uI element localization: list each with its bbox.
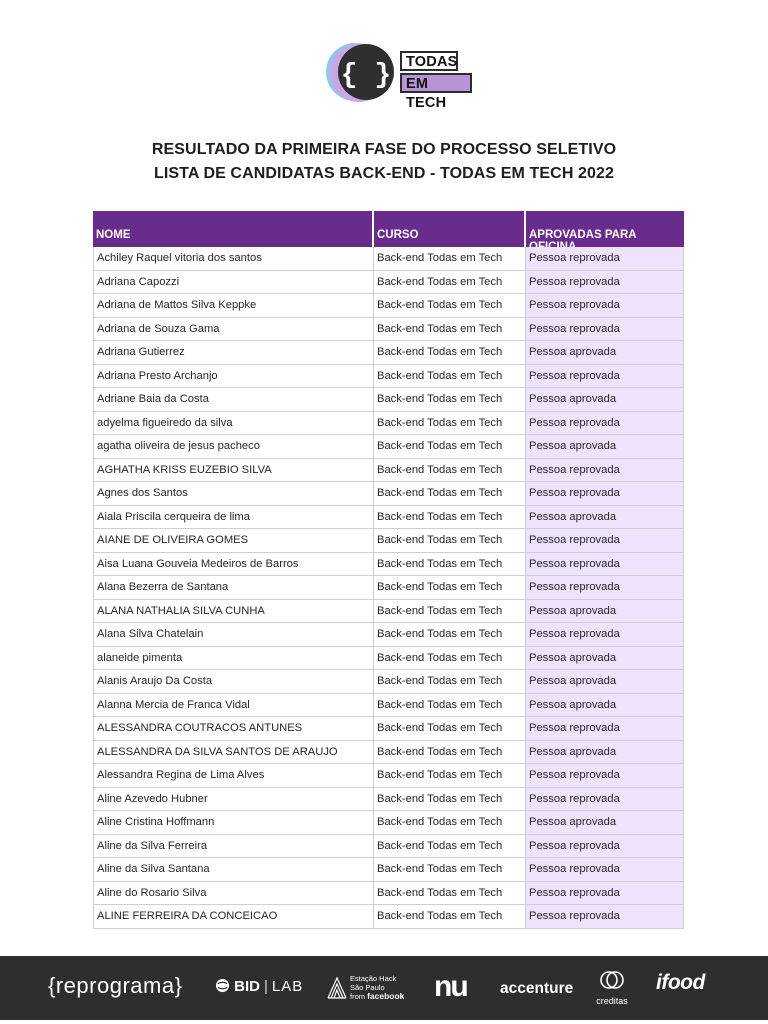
estacao-line-3-prefix: from [350, 992, 365, 1001]
table-row [93, 459, 684, 483]
table-row [93, 600, 684, 624]
estacao-hack-logo [326, 975, 408, 1003]
approval-status: Pessoa reprovada [526, 365, 684, 388]
svg-text:{ }: { } [340, 60, 392, 91]
table-row [93, 811, 684, 835]
approval-status: Pessoa aprovada [526, 670, 684, 693]
creditas-icon [598, 970, 626, 990]
table-row [93, 694, 684, 718]
table-row [93, 858, 684, 882]
bid-lab-logo [215, 978, 303, 995]
course-name: Back-end Todas em Tech [374, 623, 526, 646]
table-row [93, 365, 684, 389]
ifood-logo: ifood [656, 971, 705, 994]
candidate-name: ALINE FERREIRA DA CONCEICAO [93, 905, 374, 928]
course-name: Back-end Todas em Tech [374, 506, 526, 529]
table-row [93, 576, 684, 600]
table-row [93, 764, 684, 788]
approval-status: Pessoa reprovada [526, 459, 684, 482]
candidate-name: Adriane Baia da Costa [93, 388, 374, 411]
lab-text: LAB [271, 978, 304, 995]
header-curso: CURSO [374, 211, 526, 247]
bid-globe-icon [215, 978, 230, 993]
candidate-name: Alana Silva Chatelain [93, 623, 374, 646]
approval-status: Pessoa reprovada [526, 623, 684, 646]
candidate-name: AGHATHA KRISS EUZEBIO SILVA [93, 459, 374, 482]
course-name: Back-end Todas em Tech [374, 858, 526, 881]
candidate-name: Aline da Silva Santana [93, 858, 374, 881]
approval-status: Pessoa reprovada [526, 788, 684, 811]
candidate-name: Adriana de Souza Gama [93, 318, 374, 341]
candidate-name: Aline do Rosario Silva [93, 882, 374, 905]
candidate-name: Aline da Silva Ferreira [93, 835, 374, 858]
approval-status: Pessoa reprovada [526, 412, 684, 435]
course-name: Back-end Todas em Tech [374, 835, 526, 858]
approval-status: Pessoa reprovada [526, 717, 684, 740]
candidate-name: Adriana Capozzi [93, 271, 374, 294]
course-name: Back-end Todas em Tech [374, 318, 526, 341]
table-row [93, 341, 684, 365]
candidate-name: ALANA NATHALIA SILVA CUNHA [93, 600, 374, 623]
candidate-name: agatha oliveira de jesus pacheco [93, 435, 374, 458]
approval-status: Pessoa aprovada [526, 694, 684, 717]
course-name: Back-end Todas em Tech [374, 271, 526, 294]
table-row [93, 388, 684, 412]
candidate-name: Aline Cristina Hoffmann [93, 811, 374, 834]
candidate-name: Aisa Luana Gouveia Medeiros de Barros [93, 553, 374, 576]
title-line-1: RESULTADO DA PRIMEIRA FASE DO PROCESSO SELETIVO [151, 141, 617, 158]
table-row [93, 412, 684, 436]
course-name: Back-end Todas em Tech [374, 553, 526, 576]
approval-status: Pessoa aprovada [526, 341, 684, 364]
candidate-name: alaneide pimenta [93, 647, 374, 670]
table-row [93, 318, 684, 342]
table-row [93, 717, 684, 741]
estacao-line-2: São Paulo [350, 982, 385, 992]
approval-status: Pessoa reprovada [526, 529, 684, 552]
candidate-name: Alanis Araujo Da Costa [93, 670, 374, 693]
logo-line-1: TODAS [400, 51, 458, 71]
approval-status: Pessoa reprovada [526, 553, 684, 576]
course-name: Back-end Todas em Tech [374, 576, 526, 599]
table-row [93, 741, 684, 765]
candidate-name: Aiala Priscila cerqueira de lima [93, 506, 374, 529]
header-aprovadas: APROVADAS PARA [526, 211, 684, 247]
approval-status: Pessoa reprovada [526, 764, 684, 787]
approval-status: Pessoa reprovada [526, 271, 684, 294]
approval-status: Pessoa reprovada [526, 247, 684, 270]
estacao-line-3-brand: facebook [367, 991, 405, 1001]
approval-status: Pessoa aprovada [526, 811, 684, 834]
candidate-name: Alana Bezerra de Santana [93, 576, 374, 599]
logo-wordmark [400, 51, 472, 111]
approval-status: Pessoa aprovada [526, 435, 684, 458]
todas-em-tech-logo [322, 42, 482, 111]
table-row [93, 882, 684, 906]
approval-status: Pessoa reprovada [526, 318, 684, 341]
candidate-name: AIANE DE OLIVEIRA GOMES [93, 529, 374, 552]
candidate-name: Adriana de Mattos Silva Keppke [93, 294, 374, 317]
table-row [93, 247, 684, 271]
logo-line-2: EM TECH [400, 73, 472, 93]
approval-status: Pessoa aprovada [526, 647, 684, 670]
course-name: Back-end Todas em Tech [374, 882, 526, 905]
table-row [93, 529, 684, 553]
reprograma-logo: {reprograma} [48, 973, 183, 998]
page-title [0, 138, 768, 186]
candidates-table [93, 211, 684, 929]
estacao-line-1: Estação Hack [350, 974, 397, 983]
table-row [93, 623, 684, 647]
candidate-name: ALESSANDRA COUTRACOS ANTUNES [93, 717, 374, 740]
table-row [93, 294, 684, 318]
candidate-name: adyelma figueiredo da silva [93, 412, 374, 435]
candidate-name: ALESSANDRA DA SILVA SANTOS DE ARAUJO [93, 741, 374, 764]
table-row [93, 788, 684, 812]
course-name: Back-end Todas em Tech [374, 341, 526, 364]
candidate-name: Alessandra Regina de Lima Alves [93, 764, 374, 787]
table-body [93, 247, 684, 929]
course-name: Back-end Todas em Tech [374, 717, 526, 740]
table-row [93, 506, 684, 530]
course-name: Back-end Todas em Tech [374, 670, 526, 693]
course-name: Back-end Todas em Tech [374, 247, 526, 270]
table-row [93, 271, 684, 295]
approval-status: Pessoa reprovada [526, 576, 684, 599]
course-name: Back-end Todas em Tech [374, 459, 526, 482]
course-name: Back-end Todas em Tech [374, 388, 526, 411]
candidate-name: Agnes dos Santos [93, 482, 374, 505]
course-name: Back-end Todas em Tech [374, 412, 526, 435]
course-name: Back-end Todas em Tech [374, 294, 526, 317]
header-nome: NOME [93, 211, 374, 247]
table-header [93, 211, 684, 247]
course-name: Back-end Todas em Tech [374, 694, 526, 717]
course-name: Back-end Todas em Tech [374, 811, 526, 834]
approval-status: Pessoa reprovada [526, 905, 684, 928]
course-name: Back-end Todas em Tech [374, 529, 526, 552]
course-name: Back-end Todas em Tech [374, 905, 526, 928]
accenture-logo: accenture [500, 980, 574, 997]
estacao-hack-text [350, 975, 404, 1002]
sponsors-footer [0, 956, 768, 1020]
table-row [93, 670, 684, 694]
approval-status: Pessoa aprovada [526, 600, 684, 623]
approval-status: Pessoa reprovada [526, 858, 684, 881]
approval-status: Pessoa reprovada [526, 835, 684, 858]
course-name: Back-end Todas em Tech [374, 764, 526, 787]
logo-braces-icon [322, 42, 402, 102]
bid-separator: | [264, 978, 268, 995]
table-row [93, 647, 684, 671]
creditas-logo [592, 970, 632, 1006]
course-name: Back-end Todas em Tech [374, 600, 526, 623]
course-name: Back-end Todas em Tech [374, 365, 526, 388]
nubank-logo: nu [434, 970, 467, 1003]
table-row [93, 905, 684, 929]
candidate-name: Adriana Presto Archanjo [93, 365, 374, 388]
course-name: Back-end Todas em Tech [374, 647, 526, 670]
approval-status: Pessoa aprovada [526, 506, 684, 529]
course-name: Back-end Todas em Tech [374, 435, 526, 458]
table-row [93, 482, 684, 506]
approval-status: Pessoa aprovada [526, 741, 684, 764]
title-line-2: LISTA DE CANDIDATAS BACK-END - TODAS EM TECH 2022 [153, 165, 615, 182]
approval-status: Pessoa reprovada [526, 482, 684, 505]
candidate-name: Alanna Mercia de Franca Vidal [93, 694, 374, 717]
candidate-name: Adriana Gutierrez [93, 341, 374, 364]
estacao-hack-icon [326, 976, 348, 1000]
candidate-name: Aline Azevedo Hubner [93, 788, 374, 811]
table-row [93, 435, 684, 459]
approval-status: Pessoa reprovada [526, 294, 684, 317]
table-row [93, 835, 684, 859]
table-row [93, 553, 684, 577]
candidate-name: Achiley Raquel vitoria dos santos [93, 247, 374, 270]
course-name: Back-end Todas em Tech [374, 482, 526, 505]
bid-text: BID [234, 978, 261, 995]
approval-status: Pessoa reprovada [526, 882, 684, 905]
course-name: Back-end Todas em Tech [374, 741, 526, 764]
approval-status: Pessoa aprovada [526, 388, 684, 411]
course-name: Back-end Todas em Tech [374, 788, 526, 811]
creditas-text: creditas [596, 996, 628, 1006]
